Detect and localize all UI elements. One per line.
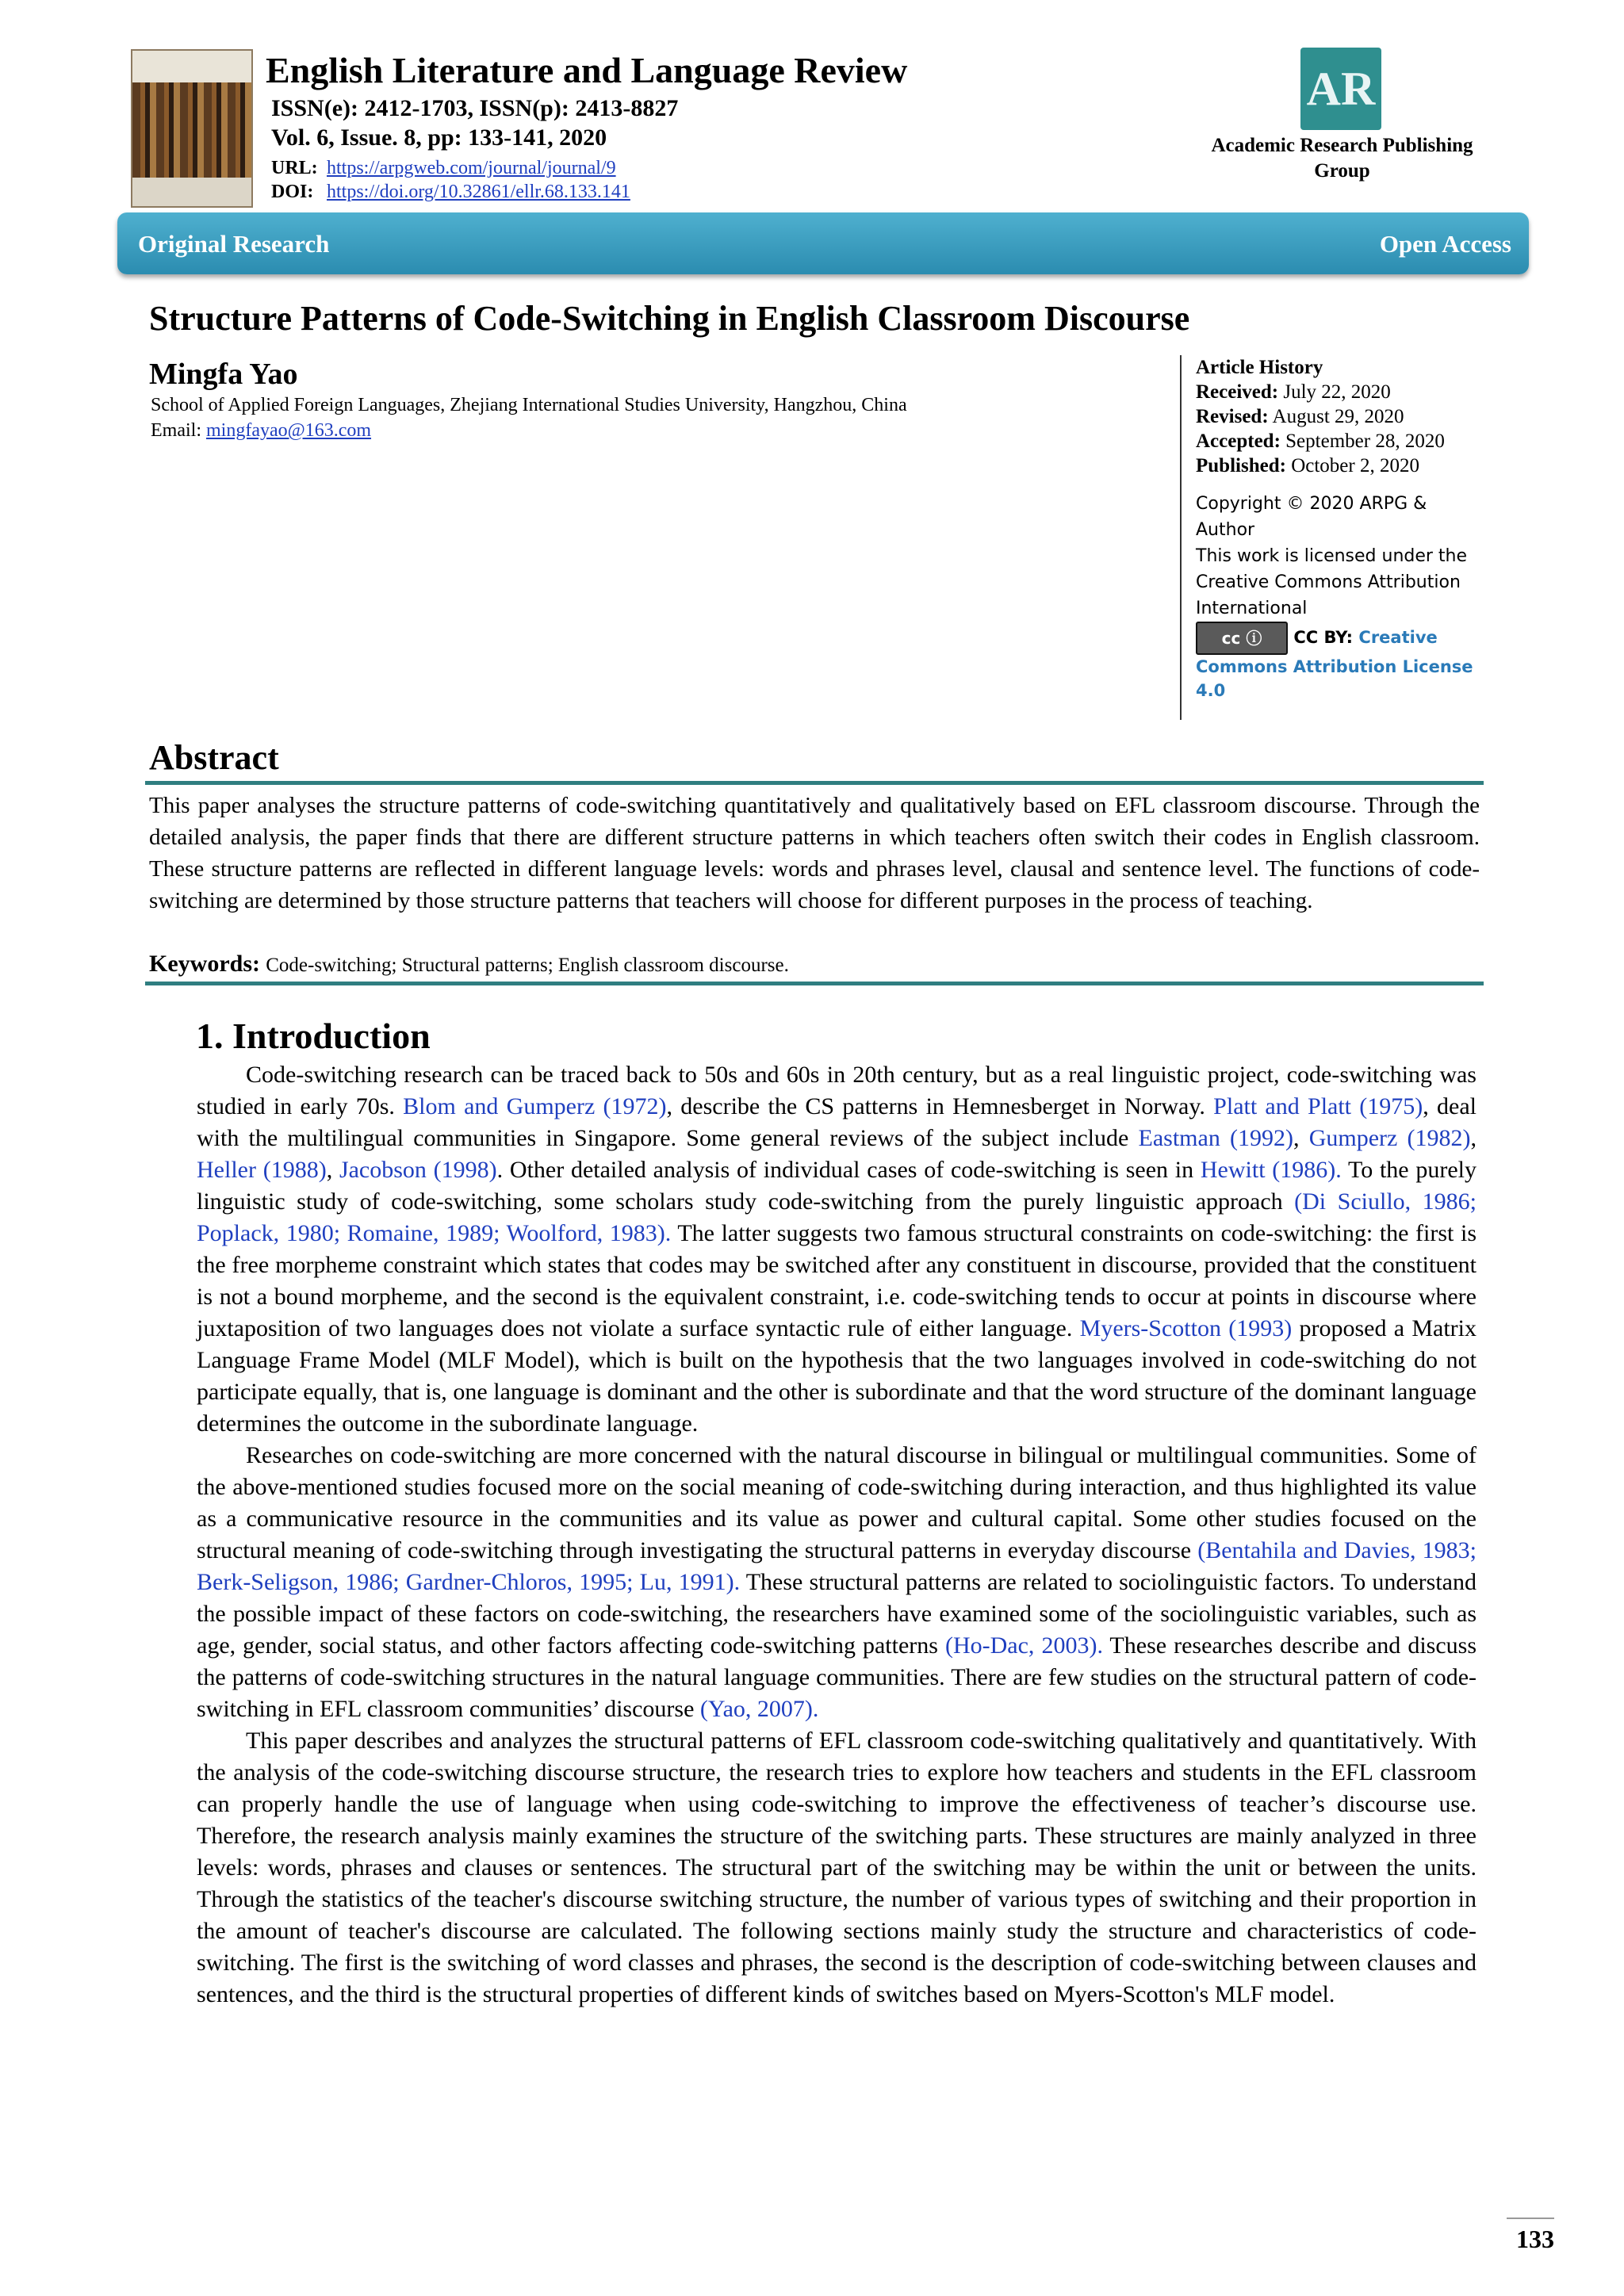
author-email-line	[151, 420, 371, 442]
page-number-rule	[1507, 2218, 1554, 2219]
keywords-text: Code-switching; Structural patterns; English classroom discourse.	[266, 955, 789, 976]
introduction-body	[197, 1059, 1477, 2011]
cc-by-label: CC BY:	[1293, 628, 1354, 647]
copyright-notice: Copyright © 2020 ARPG & Author This work is licensed under the Creative Commons Attribution International	[1196, 494, 1468, 618]
cc-license-link-2[interactable]: Commons Attribution License	[1196, 657, 1473, 676]
keywords-label: Keywords:	[149, 951, 260, 977]
history-heading: Article History	[1196, 357, 1323, 378]
intro-paragraph-2: Researches on code-switching are more concerned with the natural discourse in bilingual or multilingual communities. Some of the above-mentioned studies focused more on the social meaning of code-switching during interaction, and thus highlighted its value as a communicative resource in the communities and its value as power and cultural capital. Some other studies focused on the structural meaning of code-switching through investigating the structural patterns in everyday discourse (Bentahila and Davies, 1983; Berk-Seligson, 1986; Gardner-Chloros, 1995; Lu, 1991). These structural patterns are related to sociolinguistic factors. To understand the possible impact of these factors on code-switching, the researchers have examined some of the sociolinguistic variables, such as age, gender, social status, and other factors affecting code-switching patterns (Ho-Dac, 2003). These researches describe and discuss the patterns of code-switching structures in the natural language communities. There are few studies on the structural pattern of code-switching in EFL classroom communities’ discourse (Yao, 2007).	[197, 1442, 1477, 1722]
publisher-logo: AR	[1300, 48, 1381, 130]
author-email-link[interactable]: mingfayao@163.com	[205, 420, 372, 441]
open-access-label: Open Access	[1379, 230, 1511, 258]
citation-link[interactable]: Gumperz (1982)	[1308, 1125, 1471, 1151]
journal-volume: Vol. 6, Issue. 8, pp: 133-141, 2020	[271, 124, 607, 151]
citation-link[interactable]: Heller (1988)	[197, 1157, 327, 1183]
intro-paragraph-1: Code-switching research can be traced back to 50s and 60s in 20th century, but as a real linguistic project, code-switching was studied in early 70s. Blom and Gumperz (1972), describe the CS patterns in Hemnesberget in Norway. Platt and Platt (1975), deal with the multilingual communities in Singapore. Some general reviews of the subject include Eastman (1992), Gumperz (1982), Heller (1988), Jacobson (1998). Other detailed analysis of individual cases of code-switching is seen in Hewitt (1986). To the purely linguistic study of code-switching, some scholars study code-switching from the purely linguistic approach (Di Sciullo, 1986; Poplack, 1980; Romaine, 1989; Woolford, 1983). The latter suggests two famous structural constraints on code-switching: the first is the free morpheme constraint which states that codes may be switched after any constituent in discourse, provided that the constituent is not a bound morpheme, and the second is the equivalent constraint, i.e. code-switching tends to occur at points in discourse where juxtaposition of two languages does not violate a surface syntactic rule of either language. Myers-Scotton (1993) proposed a Matrix Language Frame Model (MLF Model), which is built on the hypothesis that the two languages involved in code-switching do not participate equally, that is, one language is dominant and the other is subordinate and that the word structure of the dominant language determines the outcome in the subordinate language.	[197, 1062, 1477, 1437]
cc-license-link-3[interactable]: 4.0	[1196, 681, 1226, 700]
abstract-text: This paper analyses the structure patterns of code-switching quantitatively and qualitatively based on EFL classroom discourse. Through the detailed analysis, the paper finds that there are different structure patterns in which teachers often switch their codes in English classroom. These structure patterns are reflected in different language levels: words and phrases level, clausal and sentence level. The functions of code-switching are determined by those structure patterns that teachers will choose for different purposes in the process of teaching.	[149, 793, 1480, 913]
journal-title: English Literature and Language Review	[266, 50, 908, 90]
journal-doi-link[interactable]: https://doi.org/10.32861/ellr.68.133.141	[327, 182, 630, 202]
journal-doi-line	[271, 182, 630, 203]
journal-url-line	[271, 158, 616, 179]
citation-link[interactable]: Platt and Platt (1975)	[1213, 1093, 1423, 1119]
publisher-name: Academic Research Publishing Group	[1211, 135, 1473, 182]
citation-link[interactable]: Eastman (1992)	[1138, 1125, 1293, 1151]
abstract-heading: Abstract	[149, 738, 279, 777]
intro-paragraph-3: This paper describes and analyzes the structural patterns of EFL classroom code-switching qualitatively and quantitatively. With the analysis of the code-switching discourse structure, the research tries to explore how teachers and students in the EFL classroom can properly handle the use of language when using code-switching to improve the effectiveness of teacher’s discourse use. Therefore, the research analysis mainly examines the structure of the switching parts. These structures are mainly analyzed in three levels: words, phrases and clauses or sentences. The structural part of the switching may be within the unit or between the units. Through the statistics of the teacher's discourse switching structure, the number of various types of switching and their proportion in the amount of teacher's discourse are calculated. The following sections mainly study the structure and characteristics of code-switching. The first is the switching of word classes and phrases, the second is the description of code-switching between clauses and sentences, and the third is the structural properties of different kinds of switches based on Myers-Scotton's MLF model.	[197, 1728, 1477, 2007]
doi-label: DOI:	[271, 182, 314, 202]
cc-license-link[interactable]: Creative	[1358, 628, 1438, 647]
abstract-bottom-rule	[145, 982, 1484, 985]
article-title: Structure Patterns of Code-Switching in English Classroom Discourse	[149, 299, 1190, 338]
author-affiliation: School of Applied Foreign Languages, Zhejiang International Studies University, Hangzhou, China	[151, 395, 907, 415]
introduction-heading: 1. Introduction	[196, 1016, 431, 1056]
citation-link[interactable]: (Bentahila and Davies, 1983; Berk-Seligson, 1986; Gardner-Chloros, 1995; Lu, 1991).	[197, 1537, 1477, 1595]
journal-issn: ISSN(e): 2412-1703, ISSN(p): 2413-8827	[271, 95, 679, 121]
author-name: Mingfa Yao	[149, 358, 298, 391]
accepted-line: Accepted: September 28, 2020	[1196, 430, 1445, 452]
citation-link[interactable]: (Yao, 2007).	[699, 1696, 819, 1722]
citation-link[interactable]: Myers-Scotton (1993)	[1079, 1315, 1293, 1341]
received-line: Received: July 22, 2020	[1196, 381, 1391, 403]
abstract-top-rule	[145, 781, 1484, 785]
citation-link[interactable]: Hewitt (1986).	[1200, 1157, 1342, 1183]
revised-line: Revised: August 29, 2020	[1196, 406, 1404, 427]
citation-link[interactable]: Blom and Gumperz (1972)	[403, 1093, 667, 1119]
cc-license-icon[interactable]: cc ⓘ	[1196, 622, 1288, 655]
citation-link[interactable]: Jacobson (1998)	[339, 1157, 497, 1183]
article-history-box	[1180, 355, 1529, 720]
page-number: 133	[1516, 2225, 1554, 2253]
url-label: URL:	[271, 158, 318, 178]
keywords-line	[149, 948, 1480, 982]
citation-link[interactable]: (Di Sciullo, 1986; Poplack, 1980; Romaine, 1989; Woolford, 1983).	[197, 1188, 1477, 1246]
email-label: Email:	[151, 420, 201, 441]
published-line: Published: October 2, 2020	[1196, 455, 1419, 476]
journal-cover-image	[131, 49, 253, 208]
cc-by-line	[1196, 622, 1529, 655]
citation-link[interactable]: (Ho-Dac, 2003).	[944, 1632, 1103, 1659]
original-research-label: Original Research	[138, 230, 330, 258]
journal-url-link[interactable]: https://arpgweb.com/journal/journal/9	[327, 158, 616, 178]
article-type-band	[117, 212, 1529, 274]
